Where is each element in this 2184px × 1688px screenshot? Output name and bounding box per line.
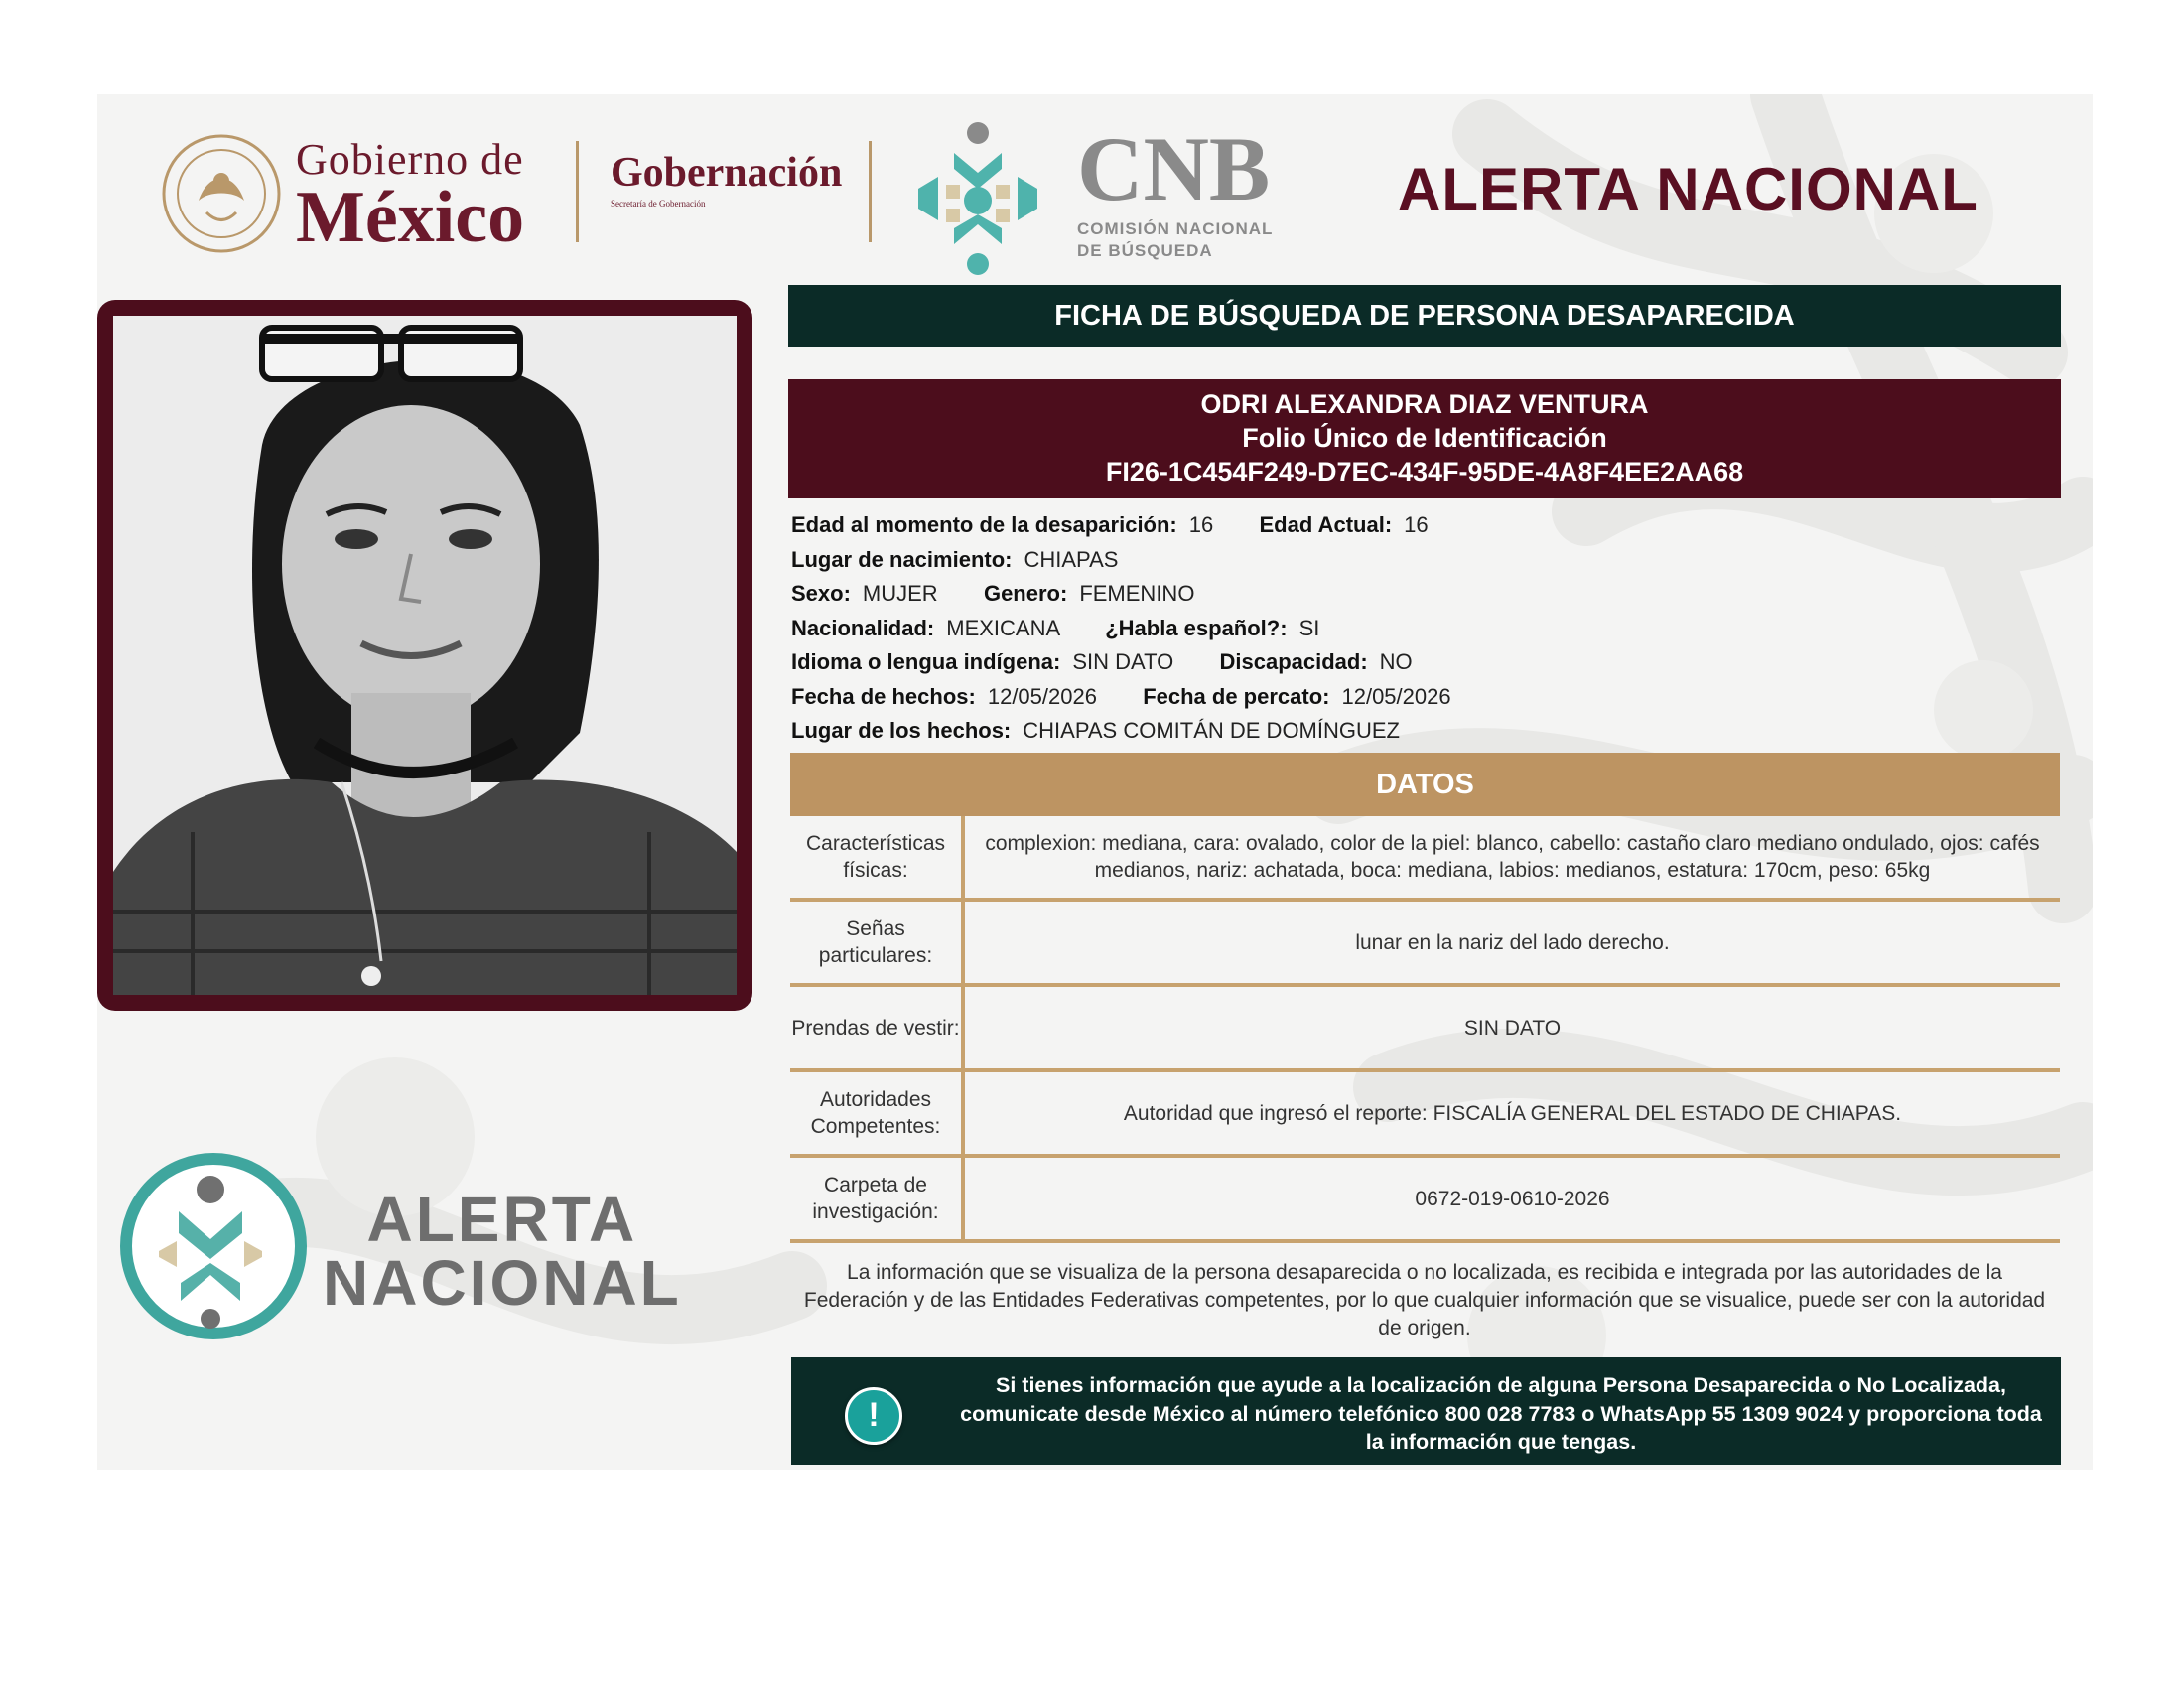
fact-label: Nacionalidad: <box>791 615 935 640</box>
cnb-acronym: CNB <box>1077 118 1271 219</box>
fact-label: Discapacidad: <box>1219 649 1368 674</box>
table-row <box>790 1158 2060 1243</box>
cnb-wordmark <box>1077 119 1273 262</box>
fact-label: Sexo: <box>791 581 851 606</box>
row-value: complexion: mediana, cara: ovalado, color de la piel: blanco, cabello: castaño claro mediano ondulado, ojos: cafés medianos, nariz: achatada, boca: mediana, labios: medianos, estatura: 170cm, peso: 65kg <box>985 832 2040 882</box>
fact-label: Fecha de hechos: <box>791 683 976 709</box>
cnb-logo-icon <box>898 119 1057 278</box>
fact-value: CHIAPAS COMITÁN DE DOMÍNGUEZ <box>1023 718 1400 743</box>
gobernacion-subtitle: Secretaría de Gobernación <box>611 199 706 209</box>
table-row <box>790 987 2060 1072</box>
alerta-nacional-logo-icon <box>119 1152 308 1340</box>
fact-row <box>791 645 2052 680</box>
gobierno-de-mexico-logo <box>296 135 525 258</box>
row-label: Señas particulares: <box>790 902 965 983</box>
fact-row <box>791 714 2052 749</box>
cnb-line2: DE BÚSQUEDA <box>1077 241 1213 260</box>
fact-value: MUJER <box>862 581 938 606</box>
fact-label: Edad al momento de la desaparición: <box>791 512 1177 537</box>
fact-label: Fecha de percato: <box>1143 683 1330 709</box>
alerta-word: ALERTA <box>366 1184 638 1255</box>
row-label: Autoridades Competentes: <box>790 1072 965 1154</box>
page-title: ALERTA NACIONAL <box>1398 156 1979 222</box>
divider <box>576 141 579 242</box>
person-facts <box>791 508 2052 749</box>
table-row <box>790 1072 2060 1158</box>
row-value: SIN DATO <box>1463 1016 1562 1040</box>
fact-value: 12/05/2026 <box>987 683 1097 709</box>
fact-value: NO <box>1379 649 1413 674</box>
fact-row <box>791 577 2052 612</box>
row-label: Carpeta de investigación: <box>790 1158 965 1239</box>
fact-value: 16 <box>1404 512 1429 537</box>
person-name: ODRI ALEXANDRA DIAZ VENTURA <box>1200 389 1649 419</box>
fact-value: 16 <box>1188 512 1214 537</box>
fact-label: Genero: <box>983 581 1068 606</box>
fact-row <box>791 543 2052 578</box>
folio-value: FI26-1C454F249-D7EC-434F-95DE-4A8F4EE2AA68 <box>1105 457 1744 487</box>
table-row <box>790 902 2060 987</box>
gobernacion-title: Gobernación <box>611 150 843 196</box>
fact-label: ¿Habla español?: <box>1105 615 1288 640</box>
fact-label: Lugar de los hechos: <box>791 718 1012 743</box>
gobierno-line1: Gobierno de <box>296 135 524 184</box>
fact-row <box>791 680 2052 715</box>
alerta-nacional-wordmark <box>323 1184 682 1319</box>
fact-row <box>791 612 2052 646</box>
row-value: Autoridad que ingresó el reporte: FISCALÍA GENERAL DEL ESTADO DE CHIAPAS. <box>1123 1101 1902 1125</box>
fact-label: Idioma o lengua indígena: <box>791 649 1061 674</box>
gobierno-line2: México <box>296 177 525 258</box>
ficha-banner: FICHA DE BÚSQUEDA DE PERSONA DESAPARECIDA <box>788 285 2061 347</box>
row-label: Prendas de vestir: <box>790 987 965 1068</box>
contact-box <box>791 1357 2061 1465</box>
datos-header: DATOS <box>790 753 2060 816</box>
fact-value: FEMENINO <box>1079 581 1195 606</box>
contact-text: Si tienes información que ayude a la localización de alguna Persona Desaparecida o No Localizada, comunicate desde México al número telefónico 800 028 7783 o WhatsApp 55 1309 9024 y proporciona toda la información que tengas. <box>960 1373 2042 1454</box>
disclaimer-text: La información que se visualiza de la persona desaparecida o no localizada, es recibida e integrada por las autoridades de la Federación y de las Entidades Federativas competentes, por lo que cualquier información que se visualice, puede ser con la autoridad de origen. <box>803 1261 2046 1339</box>
fact-label: Edad Actual: <box>1259 512 1393 537</box>
fact-value: 12/05/2026 <box>1341 683 1451 709</box>
table-row <box>790 816 2060 902</box>
datos-table <box>790 816 2060 1243</box>
fact-value: SIN DATO <box>1072 649 1174 674</box>
folio-label: Folio Único de Identificación <box>1242 423 1607 453</box>
fact-value: MEXICANA <box>946 615 1059 640</box>
gobernacion-logo <box>611 149 842 209</box>
fact-value: SI <box>1298 615 1320 640</box>
row-value: lunar en la nariz del lado derecho. <box>1355 930 1670 954</box>
person-header <box>788 379 2061 498</box>
header <box>159 119 1985 278</box>
nacional-word: NACIONAL <box>323 1247 682 1319</box>
divider <box>869 141 872 242</box>
mexico-seal-icon <box>159 131 284 256</box>
row-label: Características físicas: <box>790 816 965 898</box>
fact-row <box>791 508 2052 543</box>
fact-label: Lugar de nacimiento: <box>791 546 1013 572</box>
person-photo <box>113 316 737 995</box>
row-value: 0672-019-0610-2026 <box>1415 1187 1610 1210</box>
fact-value: CHIAPAS <box>1024 546 1119 572</box>
photo-frame <box>97 300 752 1011</box>
exclamation-icon: ! <box>845 1387 902 1445</box>
cnb-line1: COMISIÓN NACIONAL <box>1077 219 1274 238</box>
